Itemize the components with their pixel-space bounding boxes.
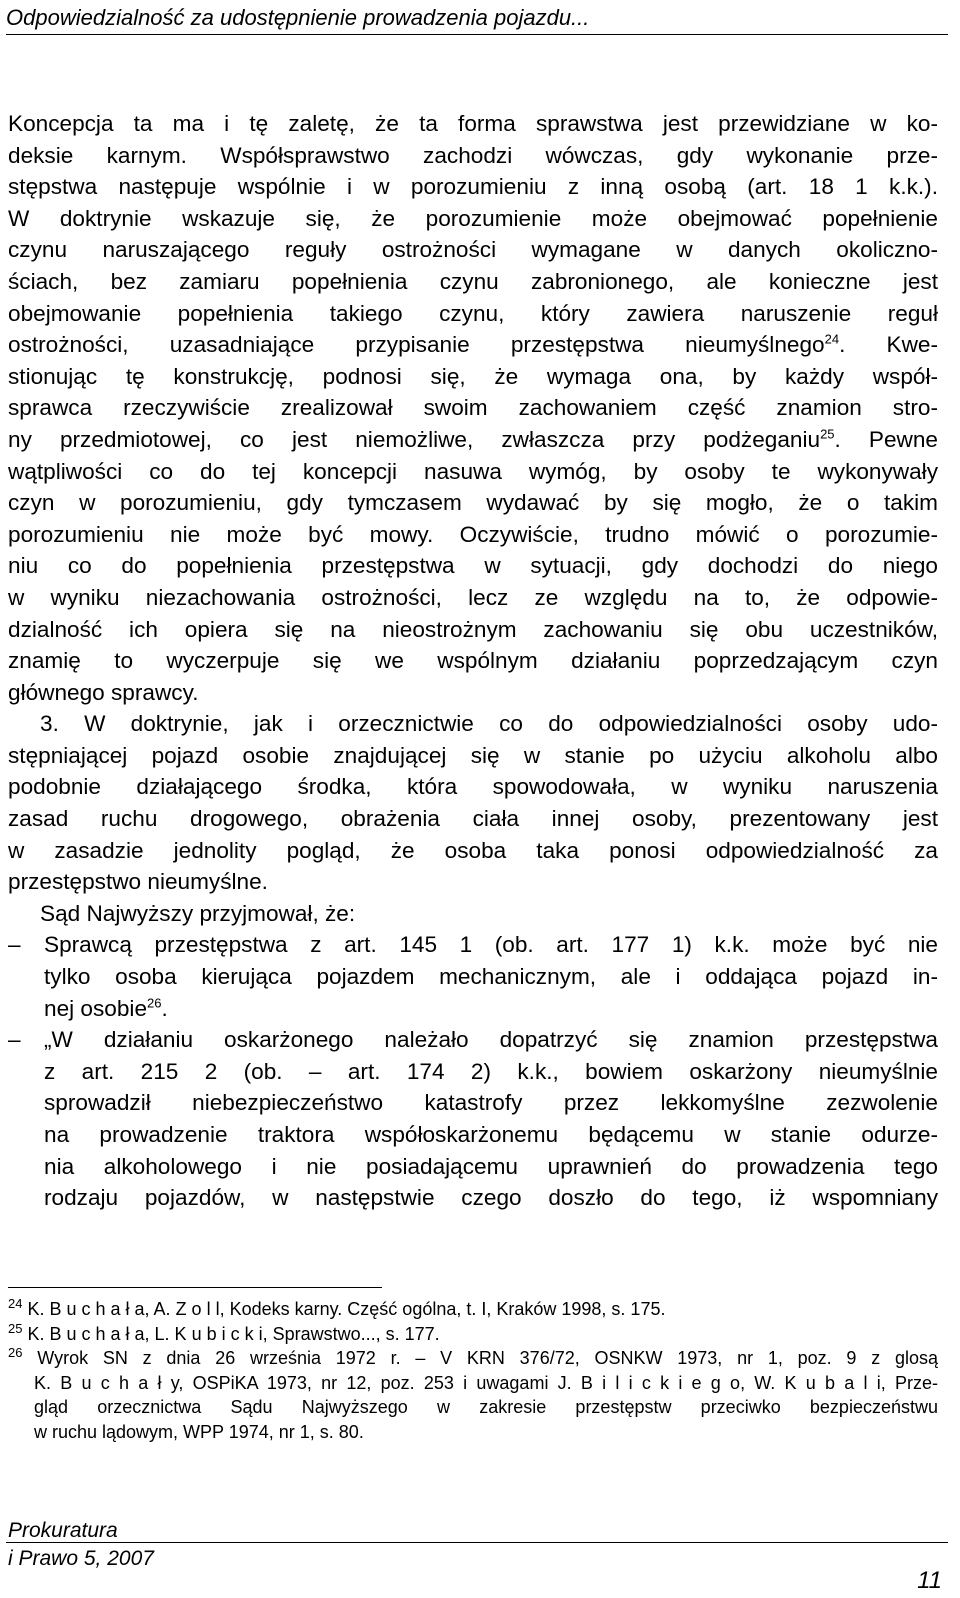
text-segment: . Kwe- [839,332,939,358]
footnote-divider [8,1287,382,1288]
footnote-ref-26[interactable]: 26 [147,995,162,1011]
text-line: przestępstwo nieumyślne. [8,869,268,895]
text-line: wątpliwości co do tej koncepcji nasuwa wymóg, by osoby te wykonywały [8,458,938,484]
list-item-text: „W działaniu oskarżonego należało dopatrzyć się znamion przestępstwa [44,1027,938,1053]
text-line-with-footnote [8,424,938,456]
text-line: obejmowanie popełnienia takiego czynu, który zawiera naruszenie reguł [8,300,938,326]
text-segment: ostrożności, uzasadniające przypisanie przestępstwa nieumyślnego [8,332,825,358]
list-item [8,929,938,961]
text-line: Sąd Najwyższy przyjmował, że: [40,900,356,926]
list-item-line: nia alkoholowego i nie posiadającemu uprawnień do prowadzenia tego [44,1153,938,1179]
text-line: Koncepcja ta ma i tę zaletę, że ta forma sprawstwa jest przewidziane w ko- [8,111,938,136]
list-item-line: sprowadził niebezpieczeństwo katastrofy przez lekkomyślne zezwolenie [44,1090,938,1116]
footnote-24 [8,1297,938,1322]
list-item-line: z art. 215 2 (ob. – art. 174 2) k.k., bowiem oskarżony nieumyślnie [44,1058,938,1084]
journal-name [8,1517,154,1573]
running-header-title: Odpowiedzialność za udostępnienie prowadzenia pojazdu... [6,5,590,30]
text-line: 3. W doktrynie, jak i orzecznictwie co do odpowiedzialności osoby udo- [40,711,938,737]
text-line: w zasadzie jednolity pogląd, że osoba taka ponosi odpowiedzialność za [8,837,938,863]
text-line: porozumieniu nie może być mowy. Oczywiście, trudno mówić o porozumie- [8,521,938,547]
text-line: stępstwa następuje wspólnie i w porozumieniu z inną osobą (art. 18 1 k.k.). [8,174,938,200]
text-segment: ny przedmiotowej, co jest niemożliwe, zwłaszcza przy podżeganiu [8,426,821,452]
text-line-with-footnote [8,329,938,361]
dash-bullet: – [8,932,21,958]
page-number: 11 [917,1567,942,1594]
footnote-text: Wyrok SN z dnia 26 września 1972 r. – V KRN 376/72, OSNKW 1973, nr 1, poz. 9 z glosą [37,1348,938,1368]
text-segment: . [161,995,168,1021]
footnote-25 [8,1322,938,1347]
text-line: głównego sprawcy. [8,679,199,705]
text-line: w wyniku niezachowania ostrożności, lecz ze względu na to, że odpowie- [8,584,938,610]
footnote-line [8,1346,938,1371]
running-header [6,2,948,35]
footnote-line: K. B u c h a ł y, OSPiKA 1973, nr 12, poz. 253 i uwagami J. B i l i c k i e g o, W. K u b a l i, Prze- [34,1372,938,1393]
footnote-number: 26 [8,1345,23,1360]
footnote-line: gląd orzecznictwa Sądu Najwyższego w zakresie przestępstw przeciwko bezpieczeństwu [34,1397,938,1417]
text-line: dzialność ich opiera się na nieostrożnym zachowaniu się obu uczestników, [8,616,938,642]
footnote-line: w ruchu lądowym, WPP 1974, nr 1, s. 80. [34,1421,364,1442]
footnote-text: K. B u c h a ł a, L. K u b i c k i, Sprawstwo..., s. 177. [27,1323,440,1344]
list-item-text: Sprawcą przestępstwa z art. 145 1 (ob. art. 177 1) k.k. może być nie [44,932,938,958]
footnote-number: 24 [8,1296,23,1311]
footer-divider [6,1542,948,1543]
text-line: stępniającej pojazd osobie znajdującej się w stanie po użyciu alkoholu albo [8,742,938,768]
text-line: niu co do popełnienia przestępstwa w sytuacji, gdy dochodzi do niego [8,553,938,579]
text-line: sprawca rzeczywiście zrealizował swoim zachowaniem część znamion stro- [8,395,938,421]
text-line: ściach, bez zamiaru popełnienia czynu zabronionego, ale konieczne jest [8,268,938,294]
journal-title: Prokuratura [8,1519,118,1542]
text-line: W doktrynie wskazuje się, że porozumienie może obejmować popełnienie [8,205,938,231]
text-line: czynu naruszającego reguły ostrożności wymagane w danych okoliczno- [8,237,938,263]
dash-bullet: – [8,1027,21,1053]
footnote-ref-24[interactable]: 24 [824,331,840,347]
text-line: czyn w porozumieniu, gdy tymczasem wydawać by się mogło, że o takim [8,490,938,516]
text-line: znamię to wyczerpuje się we wspólnym działaniu poprzedzającym czyn [8,648,938,674]
list-item-line: tylko osoba kierująca pojazdem mechanicznym, ale i oddająca pojazd in- [44,964,938,990]
list-item-line: na prowadzenie traktora współoskarżonemu będącemu w stanie odurze- [44,1122,938,1147]
list-item-line [8,993,938,1025]
text-line: podobnie działającego środka, która spowodowała, w wyniku naruszenia [8,774,938,800]
list-item-line: rodzaju pojazdów, w następstwie czego doszło do tego, iż wspomniany [44,1185,938,1211]
journal-issue: i Prawo 5, 2007 [8,1547,154,1570]
footnote-ref-25[interactable]: 25 [820,426,835,442]
text-line: zasad ruchu drogowego, obrażenia ciała innej osoby, prezentowany jest [8,806,938,832]
footnote-text: K. B u c h a ł a, A. Z o l l, Kodeks karny. Część ogólna, t. I, Kraków 1998, s. 175. [27,1299,666,1319]
footnote-number: 25 [8,1320,23,1336]
text-segment: . Pewne [834,426,938,452]
text-segment: nej osobie [44,995,148,1021]
list-item [8,1024,938,1056]
text-line: deksie karnym. Współsprawstwo zachodzi wówczas, gdy wykonanie prze- [8,142,938,168]
footnotes [8,1297,938,1444]
footnote-26 [8,1346,938,1444]
text-line: stionując tę konstrukcję, podnosi się, że wymaga ona, by każdy współ- [8,363,938,389]
main-text [8,108,938,1214]
